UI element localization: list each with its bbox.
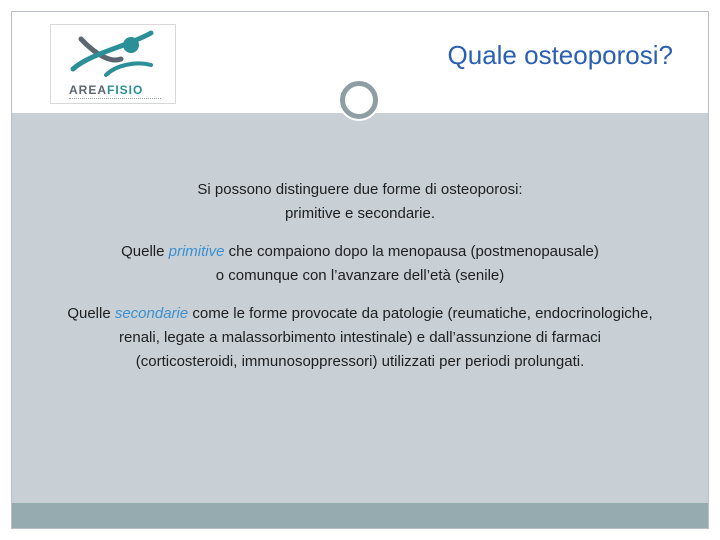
primitive-line-2: o comunque con l’avanzare dell’età (senile) bbox=[215, 267, 505, 284]
intro-line-1: Si possono distinguere due forme di osteoporosi: bbox=[197, 181, 523, 198]
secondary-highlight: secondarie bbox=[114, 305, 189, 322]
divider-ring-icon bbox=[338, 79, 380, 121]
logo-tagline bbox=[69, 98, 161, 101]
primitive-highlight: primitive bbox=[168, 243, 225, 260]
areafisio-logo bbox=[50, 24, 176, 104]
page-title: Quale osteoporosi? bbox=[447, 40, 673, 70]
secondary-prefix: Quelle bbox=[67, 305, 115, 322]
paragraph-intro bbox=[22, 178, 698, 226]
logo-wordmark: AREAFISIO bbox=[69, 83, 144, 97]
paragraph-secondary bbox=[22, 302, 698, 374]
secondary-line-2: renali, legate a malassorbimento intestinale) e dall’assunzione di farmaci bbox=[119, 329, 601, 346]
intro-line-2: primitive e secondarie. bbox=[284, 205, 436, 222]
slide-body bbox=[22, 178, 698, 388]
secondary-line-1: come le forme provocate da patologie (reumatiche, endocrinologiche, bbox=[188, 305, 653, 322]
paragraph-primitive bbox=[22, 240, 698, 288]
primitive-prefix: Quelle bbox=[121, 243, 169, 260]
bottom-bar bbox=[12, 503, 708, 528]
primitive-line-1: che compaiono dopo la menopausa (postmenopausale) bbox=[224, 243, 599, 260]
secondary-line-3: (corticosteroidi, immunosoppressori) utilizzati per periodi prolungati. bbox=[135, 353, 585, 370]
